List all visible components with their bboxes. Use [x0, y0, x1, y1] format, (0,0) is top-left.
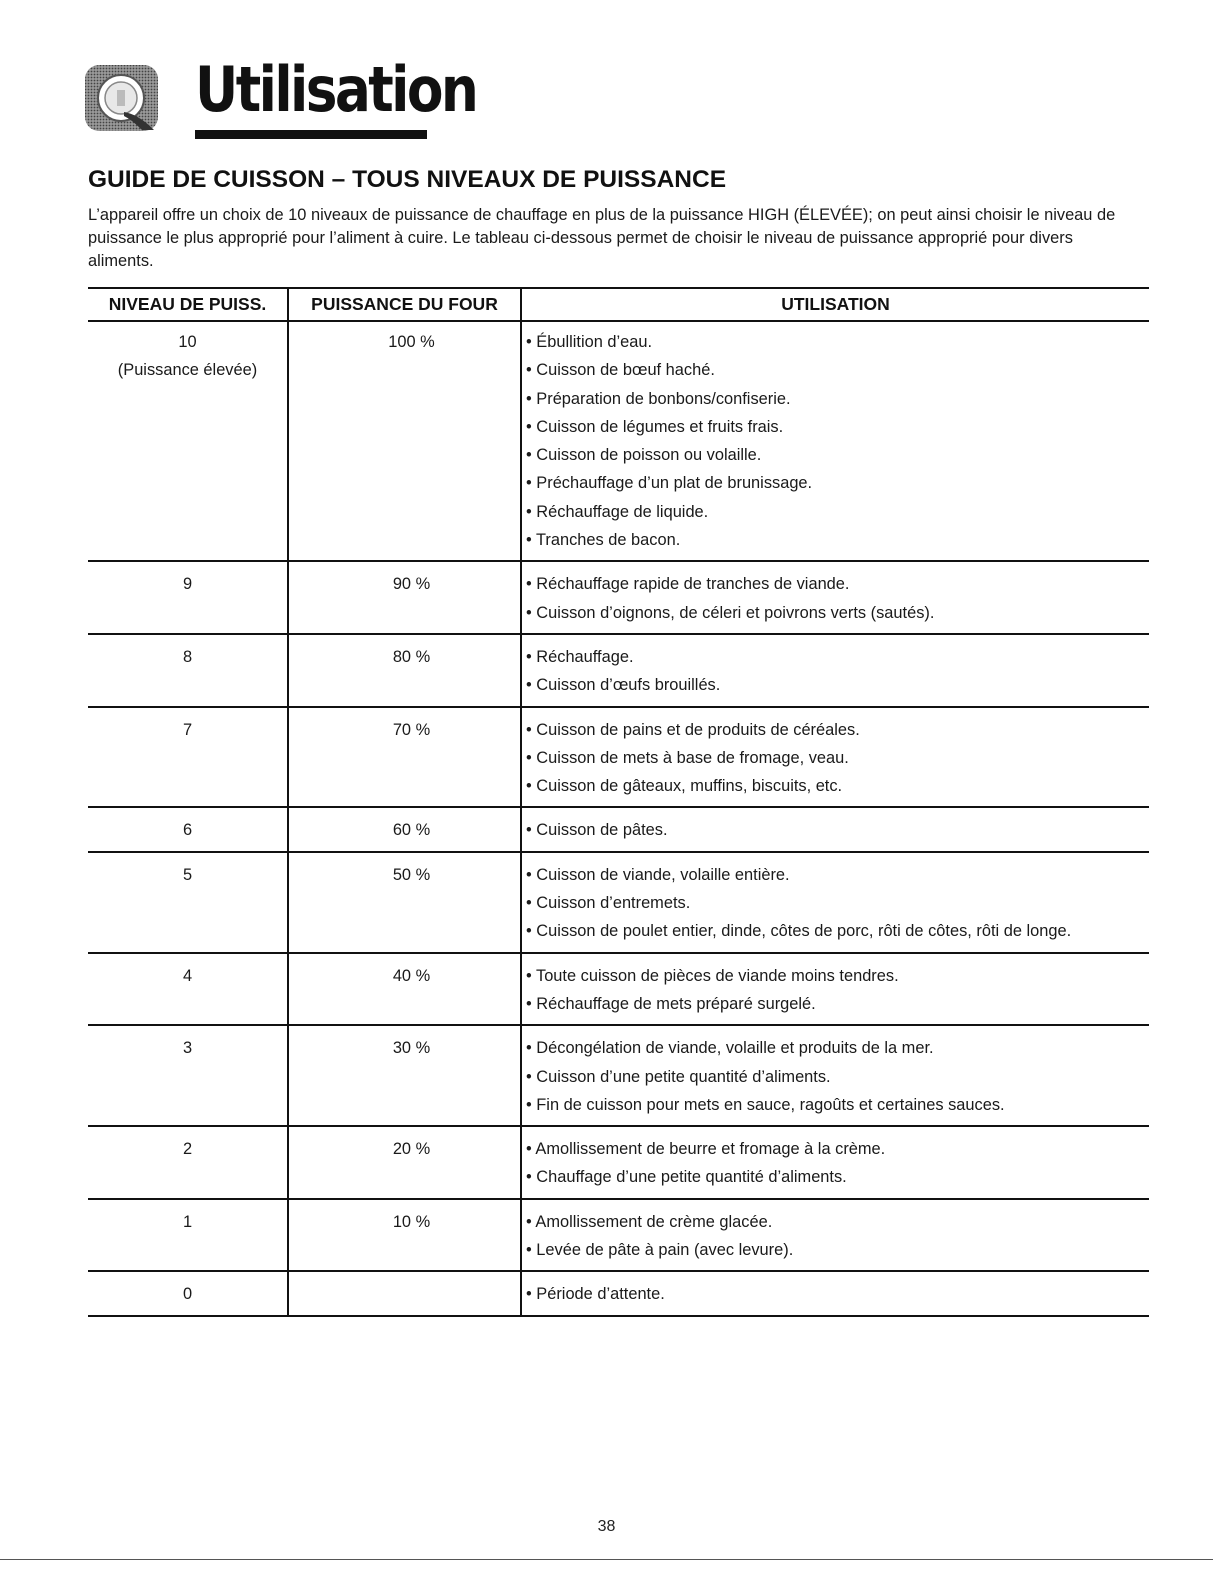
uses-cell	[521, 1271, 1149, 1315]
microwave-dial-icon	[84, 64, 159, 132]
cooking-guide-table	[88, 287, 1149, 1317]
list-item: • Préparation de bonbons/confiserie.	[526, 385, 1149, 413]
oven-power-value: 40 %	[392, 966, 431, 985]
oven-power-cell	[288, 1199, 521, 1272]
oven-power-cell	[288, 561, 521, 634]
uses-cell	[521, 1126, 1149, 1199]
bottom-rule	[0, 1559, 1213, 1560]
uses-cell	[521, 1025, 1149, 1126]
page-title: Utilisation	[195, 53, 477, 126]
table-row	[88, 1199, 1149, 1272]
power-level-value: 0	[182, 1285, 193, 1304]
power-level-note: (Puissance élevée)	[117, 361, 258, 379]
uses-list	[526, 1280, 1149, 1308]
uses-list	[526, 328, 1149, 554]
title-underline	[195, 130, 427, 139]
list-item: • Levée de pâte à pain (avec levure).	[526, 1236, 1149, 1264]
list-item: • Cuisson d’une petite quantité d’aliments.	[526, 1063, 1149, 1091]
power-level-value: 3	[182, 1039, 193, 1058]
oven-power-value: 20 %	[392, 1140, 431, 1159]
list-item: • Cuisson d’entremets.	[526, 889, 1149, 917]
oven-power-cell	[288, 807, 521, 851]
list-item: • Cuisson d’œufs brouillés.	[526, 671, 1149, 699]
uses-cell	[521, 807, 1149, 851]
uses-list	[526, 816, 1149, 844]
column-header-power: PUISSANCE DU FOUR	[288, 288, 521, 321]
list-item: • Réchauffage rapide de tranches de viande.	[526, 570, 1149, 598]
power-level-value: 8	[182, 647, 193, 666]
list-item: • Cuisson de viande, volaille entière.	[526, 861, 1149, 889]
list-item: • Amollissement de crème glacée.	[526, 1208, 1149, 1236]
power-level-cell	[88, 321, 288, 561]
list-item: • Préchauffage d’un plat de brunissage.	[526, 469, 1149, 497]
table-row	[88, 852, 1149, 953]
column-header-level: NIVEAU DE PUISS.	[88, 288, 288, 321]
oven-power-value: 90 %	[392, 575, 431, 594]
list-item: • Réchauffage de liquide.	[526, 498, 1149, 526]
power-level-cell	[88, 707, 288, 808]
power-level-cell	[88, 561, 288, 634]
table-row	[88, 807, 1149, 851]
uses-cell	[521, 321, 1149, 561]
list-item: • Amollissement de beurre et fromage à la crème.	[526, 1135, 1149, 1163]
oven-power-value: 10 %	[392, 1212, 431, 1231]
list-item: • Période d’attente.	[526, 1280, 1149, 1308]
oven-power-cell	[288, 1025, 521, 1126]
table-row	[88, 634, 1149, 707]
table-body	[88, 321, 1149, 1316]
uses-list	[526, 570, 1149, 627]
power-level-cell	[88, 1271, 288, 1315]
power-level-value: 9	[182, 575, 193, 594]
oven-power-cell	[288, 1126, 521, 1199]
table-row	[88, 707, 1149, 808]
power-level-value: 5	[182, 865, 193, 884]
uses-cell	[521, 707, 1149, 808]
table-row	[88, 1271, 1149, 1315]
table-row	[88, 953, 1149, 1026]
uses-cell	[521, 1199, 1149, 1272]
power-level-cell	[88, 953, 288, 1026]
uses-list	[526, 1034, 1149, 1119]
uses-list	[526, 1135, 1149, 1192]
power-level-cell	[88, 1126, 288, 1199]
list-item: • Réchauffage.	[526, 643, 1149, 671]
power-level-value: 4	[182, 966, 193, 985]
list-item: • Cuisson de poisson ou volaille.	[526, 441, 1149, 469]
list-item: • Cuisson de pâtes.	[526, 816, 1149, 844]
power-level-cell	[88, 1025, 288, 1126]
oven-power-value	[398, 1285, 412, 1303]
uses-cell	[521, 634, 1149, 707]
oven-power-cell	[288, 707, 521, 808]
list-item: • Ébullition d’eau.	[526, 328, 1149, 356]
power-level-value: 6	[182, 821, 193, 840]
list-item: • Chauffage d’une petite quantité d’aliments.	[526, 1163, 1149, 1191]
power-level-value: 1	[182, 1212, 193, 1231]
column-header-uses: UTILISATION	[521, 288, 1149, 321]
list-item: • Fin de cuisson pour mets en sauce, ragoûts et certaines sauces.	[526, 1091, 1149, 1119]
table-header-row	[88, 288, 1149, 321]
list-item: • Tranches de bacon.	[526, 526, 1149, 554]
uses-cell	[521, 852, 1149, 953]
list-item: • Cuisson de bœuf haché.	[526, 356, 1149, 384]
list-item: • Cuisson d’oignons, de céleri et poivrons verts (sautés).	[526, 599, 1149, 627]
oven-power-cell	[288, 953, 521, 1026]
power-level-value: 2	[182, 1140, 193, 1159]
page-number: 38	[597, 1518, 616, 1535]
power-level-cell	[88, 807, 288, 851]
oven-power-value: 70 %	[392, 720, 431, 739]
oven-power-value: 80 %	[392, 647, 431, 666]
intro-paragraph: L’appareil offre un choix de 10 niveaux de puissance de chauffage en plus de la puissance HIGH (ÉLEVÉE); on peut ainsi choisir le niveau de puissance le plus approprié pour l’aliment à cuire. Le tableau ci-dessous permet de choisir le niveau de puissance approprié pour divers aliments.	[88, 206, 1116, 270]
list-item: • Cuisson de pains et de produits de céréales.	[526, 716, 1149, 744]
uses-list	[526, 643, 1149, 700]
power-level-value: 10	[178, 333, 197, 351]
power-level-cell	[88, 1199, 288, 1272]
list-item: • Cuisson de gâteaux, muffins, biscuits, etc.	[526, 772, 1149, 800]
oven-power-cell	[288, 321, 521, 561]
table-row	[88, 1126, 1149, 1199]
oven-power-value: 30 %	[392, 1039, 431, 1058]
uses-list	[526, 716, 1149, 801]
list-item: • Toute cuisson de pièces de viande moins tendres.	[526, 962, 1149, 990]
list-item: • Réchauffage de mets préparé surgelé.	[526, 990, 1149, 1018]
uses-list	[526, 962, 1149, 1019]
oven-power-cell	[288, 852, 521, 953]
list-item: • Décongélation de viande, volaille et produits de la mer.	[526, 1034, 1149, 1062]
oven-power-cell	[288, 634, 521, 707]
oven-power-value: 50 %	[392, 865, 431, 884]
table-row	[88, 321, 1149, 561]
oven-power-cell	[288, 1271, 521, 1315]
table-row	[88, 1025, 1149, 1126]
table-row	[88, 561, 1149, 634]
power-level-cell	[88, 634, 288, 707]
uses-cell	[521, 953, 1149, 1026]
section-heading: GUIDE DE CUISSON – TOUS NIVEAUX DE PUISSANCE	[88, 166, 727, 193]
uses-cell	[521, 561, 1149, 634]
uses-list	[526, 861, 1149, 946]
list-item: • Cuisson de poulet entier, dinde, côtes de porc, rôti de côtes, rôti de longe.	[526, 917, 1149, 945]
oven-power-value: 60 %	[392, 821, 431, 840]
list-item: • Cuisson de légumes et fruits frais.	[526, 413, 1149, 441]
power-level-cell	[88, 852, 288, 953]
power-level-value: 7	[182, 720, 193, 739]
uses-list	[526, 1208, 1149, 1265]
oven-power-value: 100 %	[388, 333, 435, 351]
list-item: • Cuisson de mets à base de fromage, veau.	[526, 744, 1149, 772]
